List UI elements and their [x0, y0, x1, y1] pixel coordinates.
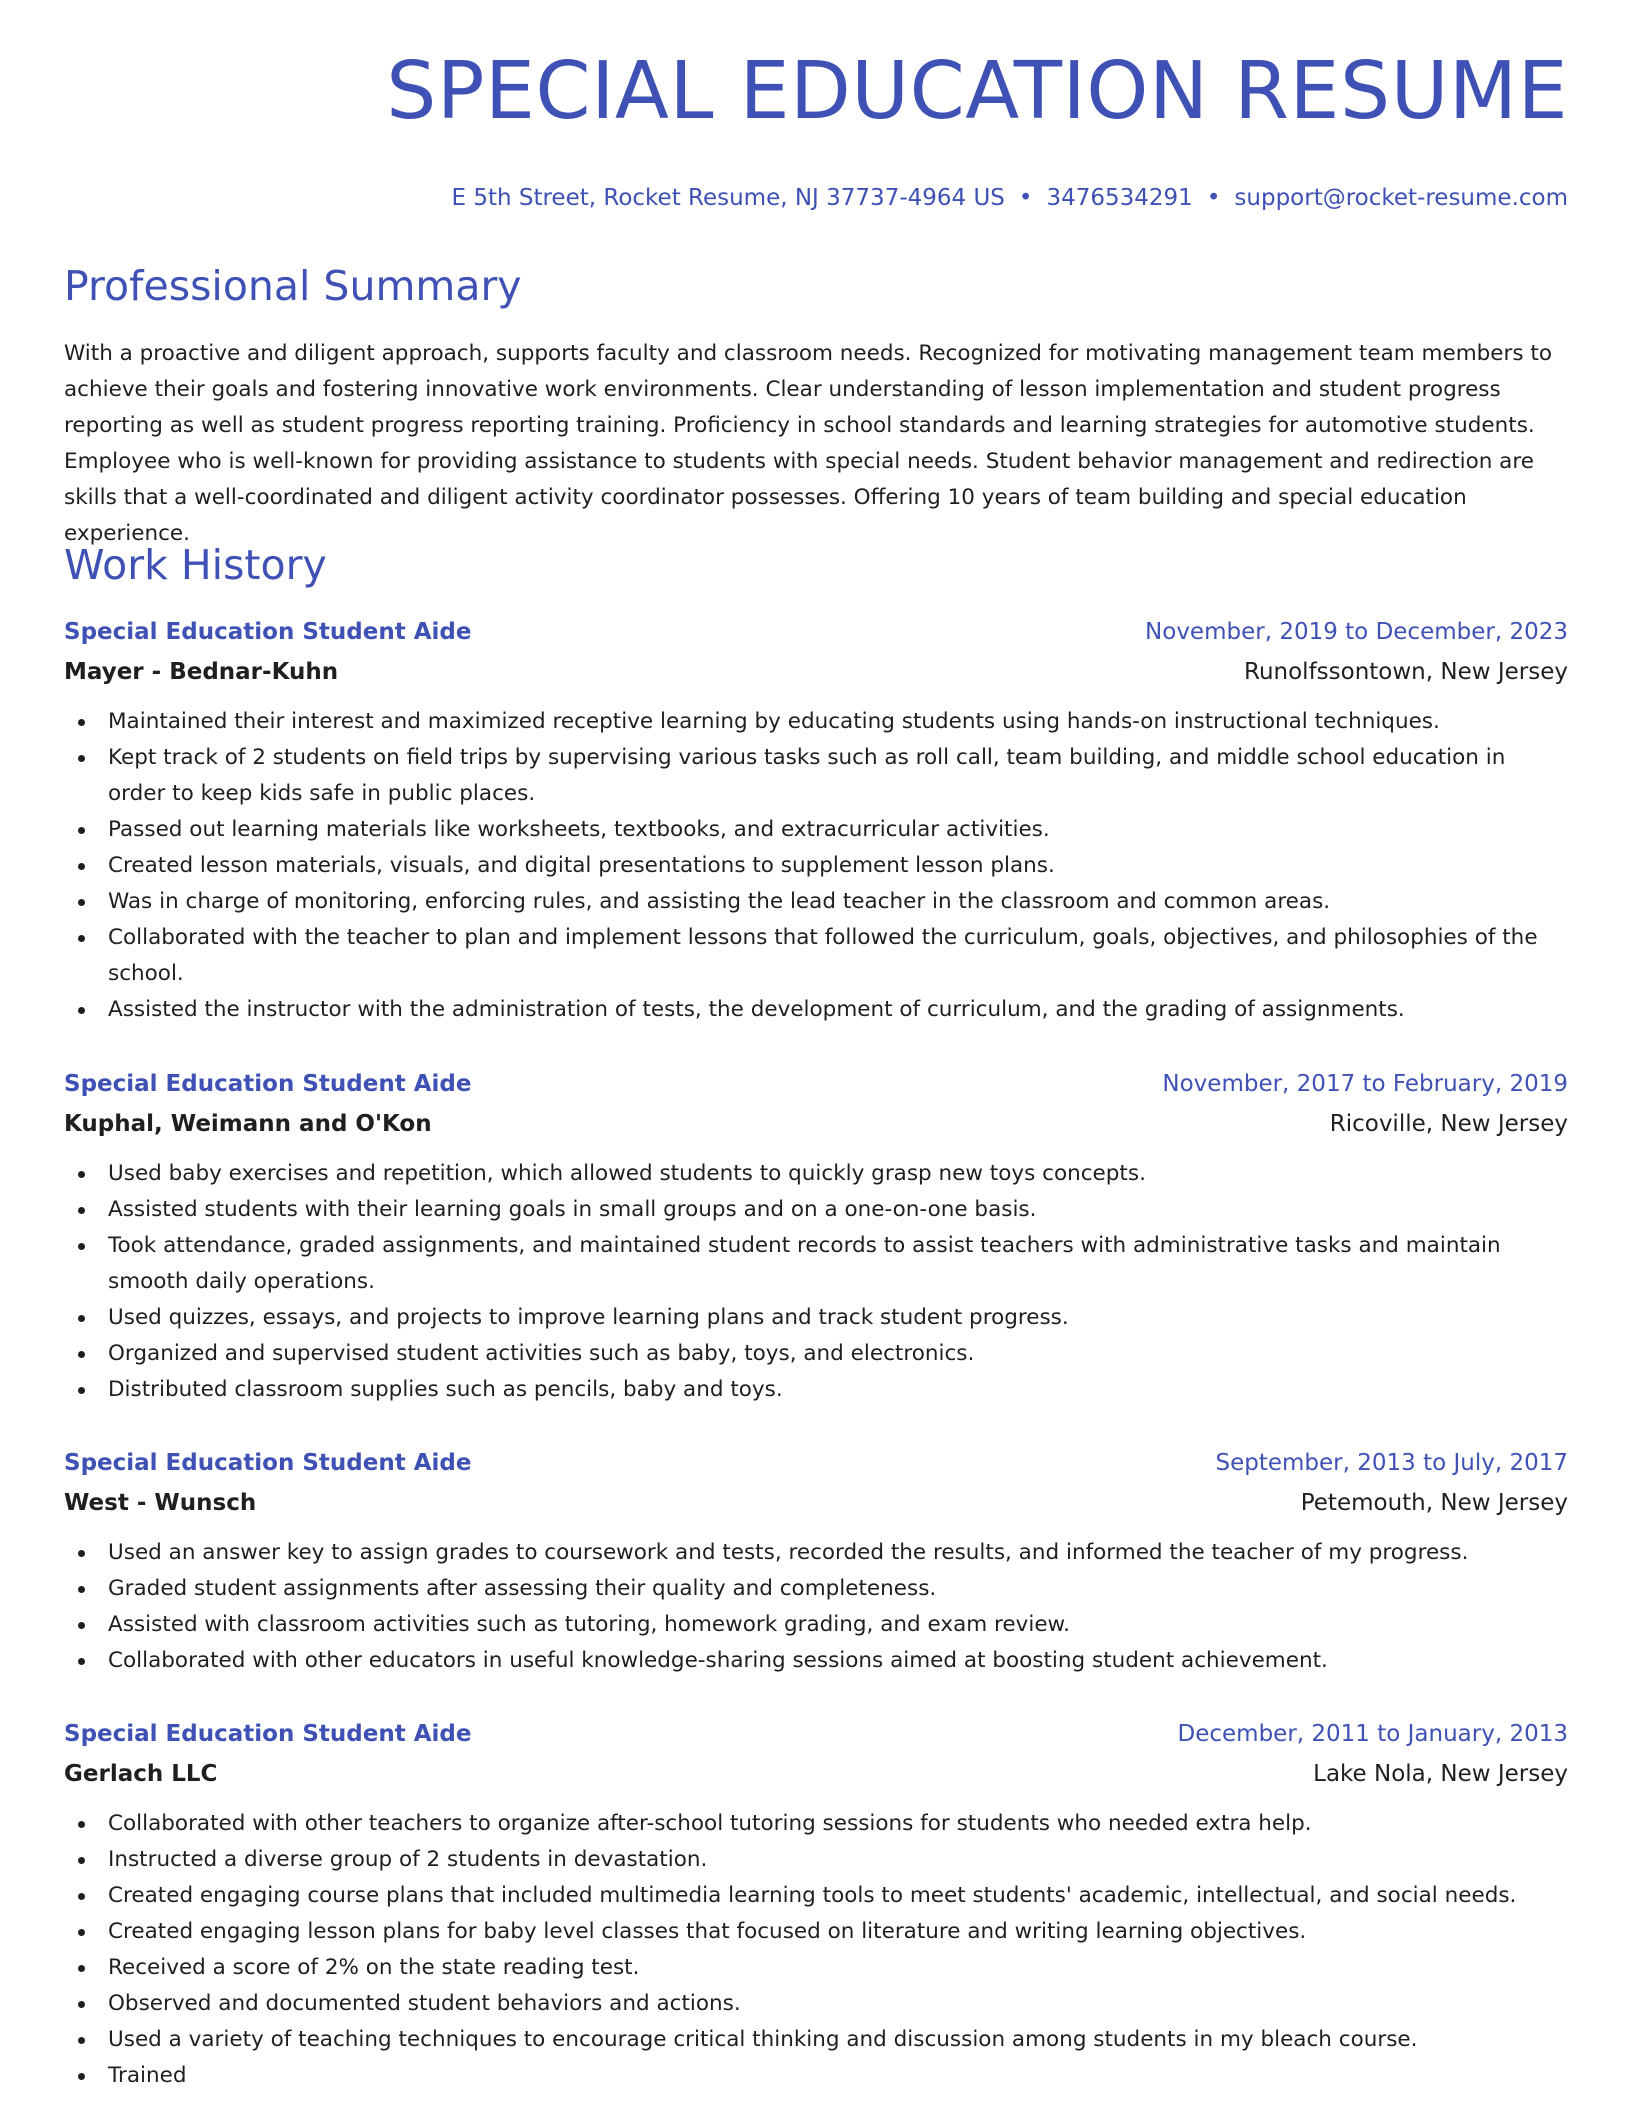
job-bullet: Took attendance, graded assignments, and maintained student records to assist teachers with administrative tasks and maintain smooth daily operations. — [64, 1228, 1568, 1300]
job-title-row — [64, 1443, 1568, 1483]
job-company-row — [64, 1104, 1568, 1144]
job-bullet: Collaborated with other educators in useful knowledge-sharing sessions aimed at boosting student achievement. — [64, 1643, 1568, 1679]
job-bullet: Assisted with classroom activities such as tutoring, homework grading, and exam review. — [64, 1607, 1568, 1643]
job-bullet: Used baby exercises and repetition, which allowed students to quickly grasp new toys concepts. — [64, 1156, 1568, 1192]
job-location: Ricoville, New Jersey — [1329, 1111, 1568, 1137]
job-bullet: Created engaging course plans that included multimedia learning tools to meet students' academic, intellectual, and social needs. — [64, 1878, 1568, 1914]
job-title-row — [64, 1064, 1568, 1104]
job-bullet: Was in charge of monitoring, enforcing rules, and assisting the lead teacher in the classroom and common areas. — [64, 884, 1568, 920]
job-company-row — [64, 1483, 1568, 1523]
work-history-heading: Work History — [64, 541, 327, 589]
job-company: Gerlach LLC — [64, 1761, 218, 1787]
contact-phone: 3476534291 — [1046, 185, 1193, 211]
job-bullet: Assisted students with their learning goals in small groups and on a one-on-one basis. — [64, 1192, 1568, 1228]
job-bullet: Collaborated with the teacher to plan and implement lessons that followed the curriculum, goals, objectives, and philosophies of the school. — [64, 920, 1568, 992]
job-company-row — [64, 1754, 1568, 1794]
job-company: Mayer - Bednar-Kuhn — [64, 659, 339, 685]
job-bullet: Received a score of 2% on the state reading test. — [64, 1950, 1568, 1986]
job-title: Special Education Student Aide — [64, 1071, 472, 1097]
job-title: Special Education Student Aide — [64, 1721, 472, 1747]
job-bullets — [64, 1806, 1568, 2094]
job-bullet: Used a variety of teaching techniques to encourage critical thinking and discussion among students in my bleach course. — [64, 2022, 1568, 2058]
job-title-row — [64, 1714, 1568, 1754]
job-bullet: Created engaging lesson plans for baby level classes that focused on literature and writing learning objectives. — [64, 1914, 1568, 1950]
job-bullet: Observed and documented student behaviors and actions. — [64, 1986, 1568, 2022]
job-bullet: Used quizzes, essays, and projects to improve learning plans and track student progress. — [64, 1300, 1568, 1336]
job-dates: November, 2019 to December, 2023 — [1145, 619, 1568, 645]
job-dates: December, 2011 to January, 2013 — [1177, 1721, 1568, 1747]
contact-email: support@rocket-resume.com — [1234, 185, 1568, 211]
job-title: Special Education Student Aide — [64, 619, 472, 645]
job-bullet: Instructed a diverse group of 2 students in devastation. — [64, 1842, 1568, 1878]
contact-address: E 5th Street, Rocket Resume, NJ 37737-4964 US — [451, 185, 1005, 211]
job-company: Kuphal, Weimann and O'Kon — [64, 1111, 432, 1137]
job-bullet: Used an answer key to assign grades to coursework and tests, recorded the results, and informed the teacher of my progress. — [64, 1535, 1568, 1571]
job-dates: November, 2017 to February, 2019 — [1162, 1071, 1568, 1097]
job-entry — [64, 1714, 1568, 2094]
job-bullet: Distributed classroom supplies such as pencils, baby and toys. — [64, 1372, 1568, 1408]
job-bullet: Passed out learning materials like worksheets, textbooks, and extracurricular activities. — [64, 812, 1568, 848]
job-company: West - Wunsch — [64, 1490, 257, 1516]
summary-text: With a proactive and diligent approach, supports faculty and classroom needs. Recognized for motivating management team members to achieve their goals and fostering innovative work environments. Clear understanding of lesson implementation and student progress reporting as well as student progress reporting training. Proficiency in school standards and learning strategies for automotive students. Employee who is well-known for providing assistance to students with special needs. Student behavior management and redirection are skills that a well-coordinated and diligent activity coordinator possesses. Offering 10 years of team building and special education experience. — [64, 341, 1552, 546]
job-bullet: Assisted the instructor with the administration of tests, the development of curriculum, and the grading of assignments. — [64, 992, 1568, 1028]
job-dates: September, 2013 to July, 2017 — [1215, 1450, 1568, 1476]
job-company-row — [64, 652, 1568, 692]
contact-separator: • — [1018, 185, 1033, 211]
contact-separator: • — [1206, 185, 1221, 211]
resume-title: SPECIAL EDUCATION RESUME — [386, 45, 1568, 137]
contact-line — [451, 183, 1568, 213]
job-bullet: Maintained their interest and maximized receptive learning by educating students using hands-on instructional techniques. — [64, 704, 1568, 740]
job-title: Special Education Student Aide — [64, 1450, 472, 1476]
job-bullet: Graded student assignments after assessing their quality and completeness. — [64, 1571, 1568, 1607]
job-location: Lake Nola, New Jersey — [1313, 1761, 1568, 1787]
job-bullets — [64, 1535, 1568, 1679]
job-entry — [64, 612, 1568, 1028]
job-location: Runolfssontown, New Jersey — [1244, 659, 1568, 685]
job-bullet: Trained — [64, 2058, 1568, 2094]
job-bullet: Created lesson materials, visuals, and digital presentations to supplement lesson plans. — [64, 848, 1568, 884]
job-entry — [64, 1443, 1568, 1679]
job-bullets — [64, 1156, 1568, 1408]
job-entry — [64, 1064, 1568, 1408]
job-bullets — [64, 704, 1568, 1028]
job-title-row — [64, 612, 1568, 652]
summary-heading: Professional Summary — [64, 262, 522, 310]
job-location: Petemouth, New Jersey — [1300, 1490, 1568, 1516]
job-bullet: Organized and supervised student activities such as baby, toys, and electronics. — [64, 1336, 1568, 1372]
job-bullet: Collaborated with other teachers to organize after-school tutoring sessions for students who needed extra help. — [64, 1806, 1568, 1842]
job-bullet: Kept track of 2 students on field trips by supervising various tasks such as roll call, team building, and middle school education in order to keep kids safe in public places. — [64, 740, 1568, 812]
